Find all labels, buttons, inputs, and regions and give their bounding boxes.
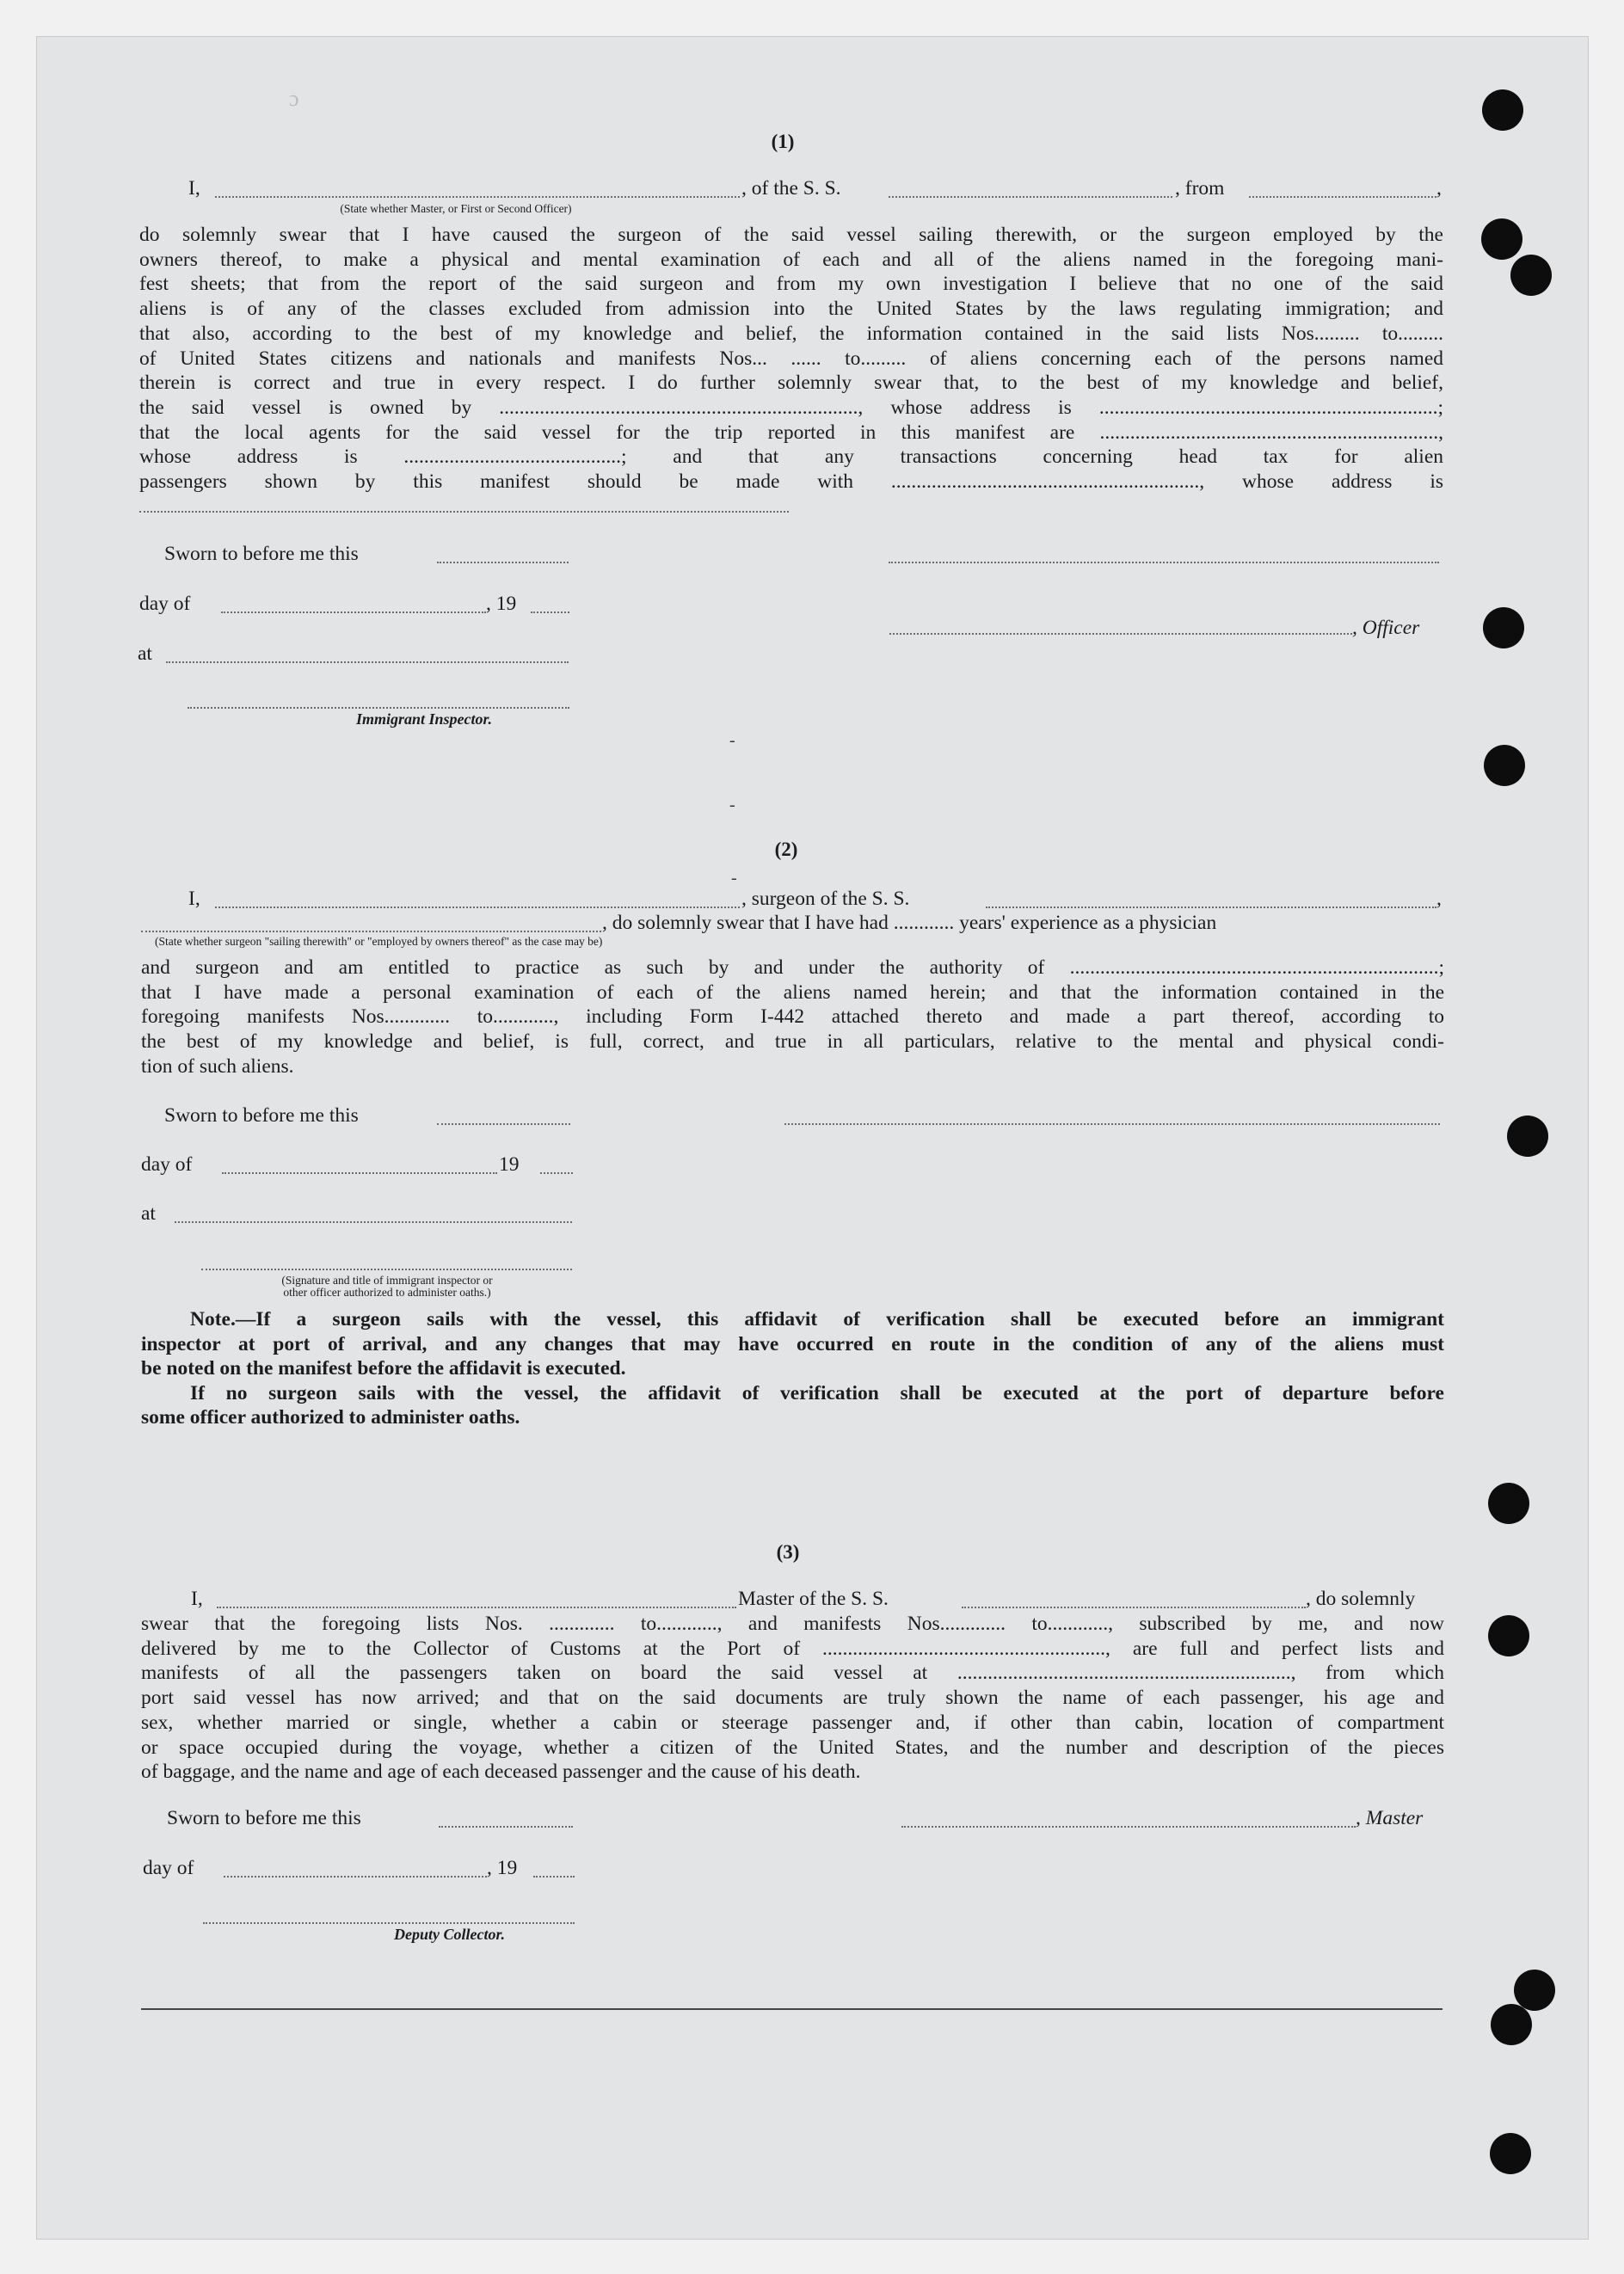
oath-line: of United States citizens and nationals and manifests Nos... ...... to......... of aliens concerning each of the persons named bbox=[139, 347, 1443, 370]
oath-line: the best of my knowledge and belief, is full, correct, and true in all particulars, relative to the mental and physical condi- bbox=[141, 1030, 1444, 1054]
punch-hole bbox=[1507, 1115, 1548, 1157]
head-tax-address-field[interactable] bbox=[139, 511, 789, 513]
deputy-collector-signature-field[interactable] bbox=[203, 1922, 575, 1924]
section-2-I-label: I, bbox=[188, 888, 200, 910]
sworn-label: Sworn to before me this bbox=[164, 1104, 359, 1127]
section-3-I-label: I, bbox=[191, 1588, 203, 1610]
sworn-date-field[interactable] bbox=[437, 562, 569, 563]
at-label: at bbox=[141, 1202, 156, 1225]
signature-title-caption-2: other officer authorized to administer oaths.) bbox=[283, 1286, 491, 1299]
of-ss-label: , of the S. S. bbox=[741, 177, 841, 200]
surgeon-signature-field[interactable] bbox=[784, 1123, 1440, 1125]
vessel-name-field[interactable] bbox=[889, 196, 1172, 198]
from-port-field[interactable] bbox=[1249, 196, 1436, 198]
section-3-oath-text bbox=[141, 1612, 1444, 1785]
officer-signature-line-top[interactable] bbox=[889, 562, 1439, 563]
punch-hole bbox=[1514, 1970, 1555, 2011]
note-text: —If a surgeon sails with the vessel, this affidavit of verification shall be executed before an immigrant bbox=[235, 1308, 1444, 1331]
surgeon-role-field[interactable] bbox=[141, 931, 601, 932]
sworn-date-field[interactable] bbox=[437, 1123, 570, 1125]
at-place-field[interactable] bbox=[175, 1221, 572, 1223]
section-3-number: (3) bbox=[776, 1541, 800, 1563]
oath-line: or space occupied during the voyage, whether a citizen of the United States, and the number and description of the pieces bbox=[141, 1736, 1444, 1759]
note-line: be noted on the manifest before the affidavit is executed. bbox=[141, 1357, 626, 1380]
comma: , bbox=[1436, 888, 1442, 910]
note-line: inspector at port of arrival, and any changes that may have occurred en route in the condition of any of the aliens must bbox=[141, 1332, 1444, 1355]
oath-line: that also, according to the best of my knowledge and belief, the information contained in the said lists Nos......... to......... bbox=[139, 322, 1443, 345]
punch-hole bbox=[1483, 607, 1524, 648]
note-block bbox=[141, 1307, 1444, 1430]
note-line: If no surgeon sails with the vessel, the affidavit of verification shall be executed at the port of departure before bbox=[190, 1381, 1444, 1404]
punch-hole bbox=[1488, 1483, 1529, 1524]
oath-line: and surgeon and am entitled to practice as such by and under the authority of .........................................................................; bbox=[141, 956, 1444, 979]
do-solemnly-label: , do solemnly bbox=[1306, 1588, 1416, 1610]
oath-line: delivered by me to the Collector of Customs at the Port of ........................................................, are full and perfect lists and bbox=[141, 1637, 1444, 1660]
surgeon-of-label: , surgeon of the S. S. bbox=[741, 888, 910, 910]
year-field[interactable] bbox=[533, 1876, 575, 1878]
year-19-label: 19 bbox=[499, 1153, 520, 1176]
day-of-month-field[interactable] bbox=[221, 612, 486, 613]
oath-line: passengers shown by this manifest should be made with ............................................................., whose address is bbox=[139, 470, 1443, 494]
oath-line: do solemnly swear that I have caused the surgeon of the said vessel sailing therewith, or the surgeon employed by the bbox=[139, 224, 1443, 246]
oath-line: fest sheets; that from the report of the said surgeon and from my own investigation I believe that no one of the said bbox=[139, 273, 1443, 296]
do-solemnly-swear-label: , do solemnly swear that I have had ............ years' experience as a physician bbox=[602, 912, 1217, 934]
stray-mark: - bbox=[731, 869, 737, 888]
note-label: Note. bbox=[190, 1308, 236, 1331]
master-name-field[interactable] bbox=[217, 1607, 736, 1608]
year-field[interactable] bbox=[540, 1172, 573, 1174]
punch-hole bbox=[1481, 218, 1522, 260]
at-place-field[interactable] bbox=[166, 661, 569, 663]
officer-label: , Officer bbox=[1352, 617, 1420, 639]
year-19-label: , 19 bbox=[486, 593, 517, 615]
day-of-month-field[interactable] bbox=[222, 1172, 497, 1174]
oath-line: whose address is ...........................................; and that any transactions concerning head tax for alien bbox=[139, 446, 1443, 469]
day-of-month-field[interactable] bbox=[224, 1876, 487, 1878]
oath-line: manifests of all the passengers taken on board the said vessel at .................................................................., from which bbox=[141, 1662, 1444, 1685]
section-2-number: (2) bbox=[774, 839, 798, 860]
oath-line: that the local agents for the said vessel for the trip reported in this manifest are ..................................................................., bbox=[139, 421, 1443, 444]
section-1-oath-text bbox=[139, 223, 1443, 495]
punch-hole bbox=[1491, 2004, 1532, 2045]
note-line: some officer authorized to administer oaths. bbox=[141, 1406, 520, 1429]
punch-hole bbox=[1482, 89, 1523, 131]
oath-line: sex, whether married or single, whether a cabin or steerage passenger and, if other than cabin, location of compartment bbox=[141, 1711, 1444, 1734]
oath-line: port said vessel has now arrived; and that on the said documents are truly shown the name of each passenger, his age and bbox=[141, 1687, 1444, 1710]
note-line bbox=[141, 1307, 1444, 1332]
master-signature-field[interactable] bbox=[901, 1826, 1356, 1828]
section-2-oath-text bbox=[141, 956, 1444, 1079]
oath-line: aliens is of any of the classes excluded from admission into the United States by the laws regulating immigration; and bbox=[139, 298, 1443, 321]
surgeon-role-caption: (State whether surgeon "sailing therewith" or "employed by owners thereof" as the case may be) bbox=[155, 935, 603, 948]
comma: , bbox=[1436, 177, 1442, 200]
sworn-label: Sworn to before me this bbox=[164, 543, 359, 565]
deputy-collector-caption: Deputy Collector. bbox=[394, 1926, 505, 1943]
surgeon-name-field[interactable] bbox=[215, 907, 740, 908]
bottom-rule bbox=[141, 2008, 1443, 2010]
year-field[interactable] bbox=[531, 612, 569, 613]
oath-line: tion of such aliens. bbox=[141, 1054, 294, 1078]
oath-line: swear that the foregoing lists Nos. ............. to............, and manifests Nos............. to............, subscribed by me, and now bbox=[141, 1613, 1444, 1635]
year-19-label: , 19 bbox=[487, 1857, 518, 1879]
master-label: , Master bbox=[1356, 1807, 1424, 1829]
signature-title-caption-1: (Signature and title of immigrant inspector or bbox=[281, 1274, 493, 1287]
oath-line: owners thereof, to make a physical and mental examination of each and all of the aliens named in the foregoing mani- bbox=[139, 248, 1443, 271]
stray-mark: - bbox=[729, 731, 735, 750]
at-label: at bbox=[138, 642, 152, 665]
immigrant-inspector-caption: Immigrant Inspector. bbox=[356, 710, 493, 728]
section-1-I-label: I, bbox=[188, 177, 200, 200]
punch-hole bbox=[1488, 1615, 1529, 1656]
oath-line: of baggage, and the name and age of each deceased passenger and the cause of his death. bbox=[141, 1761, 861, 1784]
punch-hole bbox=[1484, 745, 1525, 786]
stray-mark: - bbox=[729, 796, 735, 814]
oath-line: foregoing manifests Nos............. to............, including Form I-442 attached thereto and made a part thereof, according to bbox=[141, 1005, 1444, 1029]
day-of-label: day of bbox=[139, 593, 191, 615]
sworn-label: Sworn to before me this bbox=[167, 1807, 361, 1829]
surgeon-vessel-field[interactable] bbox=[986, 907, 1436, 908]
master-name-field[interactable] bbox=[215, 196, 740, 198]
oath-line: therein is correct and true in every respect. I do further solemnly swear that, to the best of my knowledge and belief, bbox=[139, 372, 1443, 395]
day-of-label: day of bbox=[141, 1153, 193, 1176]
margin-mark: ɔ bbox=[289, 86, 299, 111]
inspector-signature-field[interactable] bbox=[201, 1269, 572, 1270]
master-of-label: Master of the S. S. bbox=[738, 1588, 889, 1610]
from-label: , from bbox=[1175, 177, 1225, 200]
oath-line: the said vessel is owned by ......................................................................., whose address is ...................................................................; bbox=[139, 396, 1443, 419]
inspector-signature-field[interactable] bbox=[188, 707, 569, 709]
master-vessel-field[interactable] bbox=[962, 1607, 1306, 1608]
sworn-date-field[interactable] bbox=[439, 1826, 573, 1828]
officer-signature-field[interactable] bbox=[889, 633, 1352, 635]
day-of-label: day of bbox=[143, 1857, 194, 1879]
section-1-number: (1) bbox=[771, 131, 795, 152]
punch-hole bbox=[1510, 255, 1552, 296]
oath-line: that I have made a personal examination of each of the aliens named herein; and that the information contained in the bbox=[141, 980, 1444, 1004]
officer-role-caption: (State whether Master, or First or Second Officer) bbox=[340, 202, 572, 215]
punch-hole bbox=[1490, 2133, 1531, 2174]
